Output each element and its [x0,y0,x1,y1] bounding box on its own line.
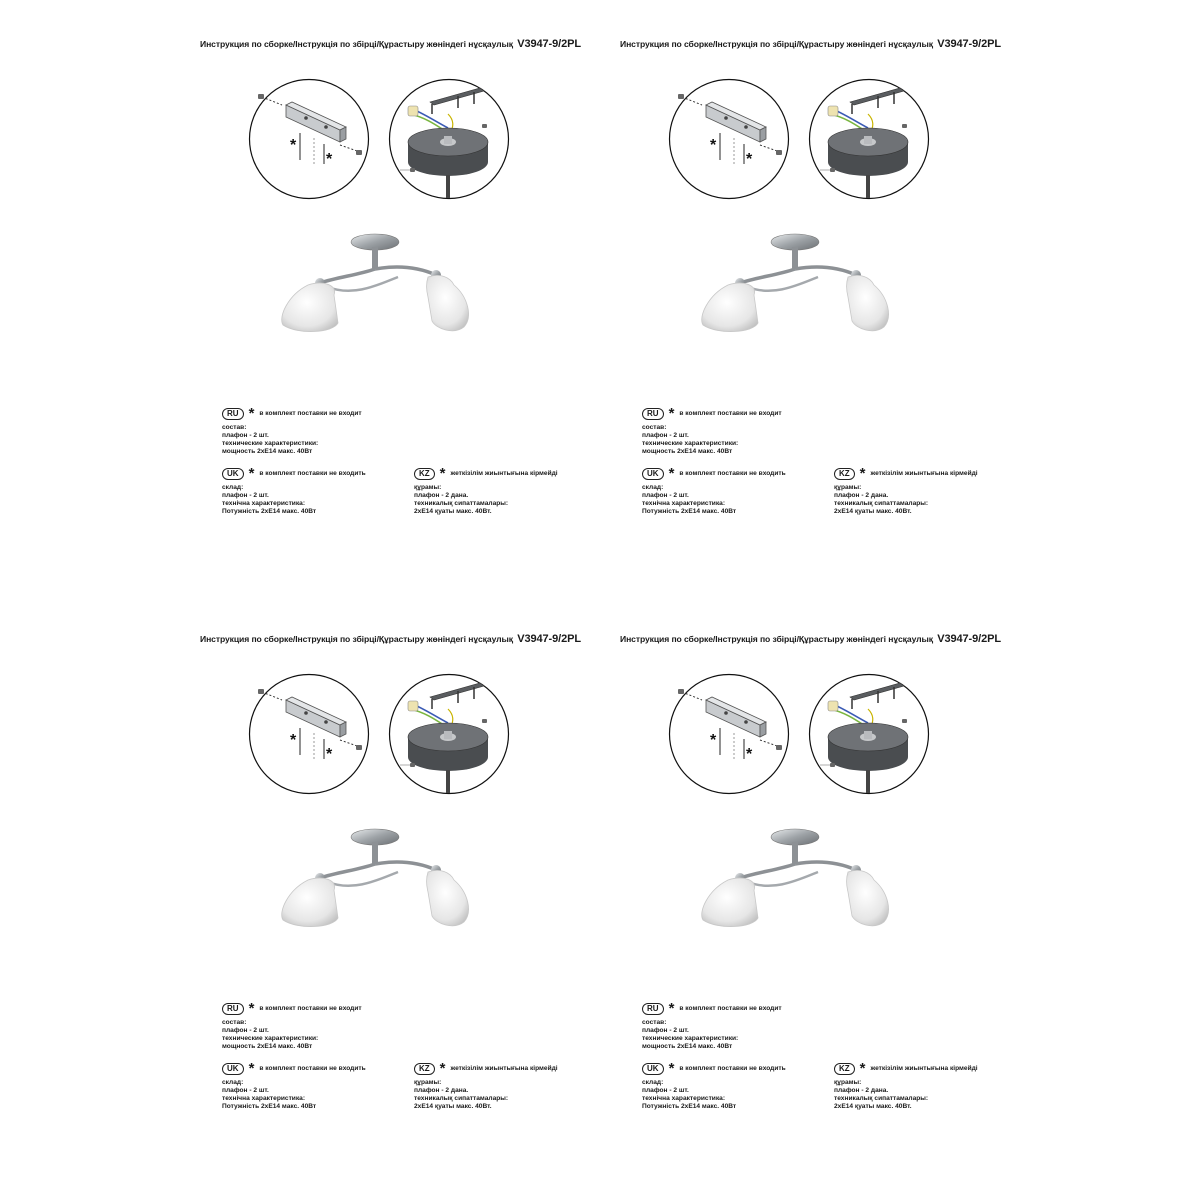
uk-note: в комплект поставки не входить [679,1065,786,1072]
kz-line: техникалық сипаттамалары: [834,500,929,507]
asterisk-icon: * [668,465,675,482]
svg-text:*: * [290,732,297,749]
kz-note: жеткізілім жиынтығына кірмейді [870,1065,978,1072]
uk-spec-block [222,465,366,516]
uk-line: плафон - 2 шт. [222,492,269,499]
uk-line: технічна характеристика: [222,1095,306,1102]
uk-header [222,465,366,482]
svg-text:*: * [290,137,297,154]
uk-note: в комплект поставки не входить [679,470,786,477]
uk-header [642,465,786,482]
kz-note: жеткізілім жиынтығына кірмейді [450,1065,558,1072]
ru-header [642,405,782,422]
ru-note: в комплект поставки не входит [679,1005,782,1012]
kz-language-badge: KZ [834,468,855,480]
ru-spec-block [222,1000,362,1051]
ru-line: мощность 2хЕ14 макс. 40Вт [642,448,733,455]
kz-note: жеткізілім жиынтығына кірмейді [870,470,978,477]
ru-line: технические характеристики: [642,1035,739,1042]
ru-line: состав: [642,424,667,431]
chandelier-photo [688,225,903,340]
kz-language-badge: KZ [414,1063,435,1075]
model-number: V3947-9/2PL [937,633,1001,645]
asterisk-icon: * [668,405,675,422]
uk-line: склад: [222,484,244,491]
uk-line: плафон - 2 шт. [222,1087,269,1094]
kz-line: плафон - 2 дана. [414,492,469,499]
uk-header [222,1060,366,1077]
kz-note: жеткізілім жиынтығына кірмейді [450,470,558,477]
uk-note: в комплект поставки не входить [259,1065,366,1072]
ru-spec-block [222,405,362,456]
uk-note: в комплект поставки не входить [259,470,366,477]
ceiling-canopy-wiring-icon [808,673,930,795]
ceiling-canopy-wiring-icon [808,78,930,200]
asterisk-icon: * [668,1060,675,1077]
asterisk-icon: * [248,1000,255,1017]
uk-line: склад: [642,484,664,491]
kz-line: құрамы: [414,1079,442,1086]
kz-spec-block [834,1060,978,1111]
ru-language-badge: RU [222,408,244,420]
asterisk-icon: * [439,465,446,482]
ru-line: плафон - 2 шт. [642,432,689,439]
ru-note: в комплект поставки не входит [259,1005,362,1012]
ru-language-badge: RU [222,1003,244,1015]
ru-header [642,1000,782,1017]
asterisk-icon: * [248,405,255,422]
kz-spec-block [834,465,978,516]
ru-line: плафон - 2 шт. [642,1027,689,1034]
uk-line: технічна характеристика: [642,500,726,507]
svg-text:*: * [326,151,333,168]
title-text: Инструкция по сборке/Інструкція по збірці/Құрастыру жөніндегі нұсқаулық [200,39,513,49]
ru-line: плафон - 2 шт. [222,1027,269,1034]
instruction-title [620,633,1020,645]
kz-line: 2хЕ14 қуаты макс. 40Вт. [414,508,492,515]
ru-header [222,405,362,422]
kz-language-badge: KZ [834,1063,855,1075]
ru-line: технические характеристики: [222,1035,319,1042]
uk-line: Потужність 2хЕ14 макс. 40Вт [222,508,317,515]
kz-header [834,465,978,482]
uk-language-badge: UK [642,468,664,480]
uk-line: плафон - 2 шт. [642,492,689,499]
svg-text:*: * [710,137,717,154]
kz-language-badge: KZ [414,468,435,480]
ru-line: мощность 2хЕ14 макс. 40Вт [222,1043,313,1050]
uk-line: Потужність 2хЕ14 макс. 40Вт [642,1103,737,1110]
mounting-bracket-icon [248,673,370,795]
uk-language-badge: UK [222,468,244,480]
uk-line: технічна характеристика: [642,1095,726,1102]
kz-line: құрамы: [834,484,862,491]
ru-spec-block [642,405,782,456]
mounting-bracket-icon [668,78,790,200]
ru-spec-block [642,1000,782,1051]
title-text: Инструкция по сборке/Інструкція по збірці/Құрастыру жөніндегі нұсқаулық [620,634,933,644]
uk-line: Потужність 2хЕ14 макс. 40Вт [642,508,737,515]
ru-note: в комплект поставки не входит [679,410,782,417]
ru-line: мощность 2хЕ14 макс. 40Вт [642,1043,733,1050]
uk-line: плафон - 2 шт. [642,1087,689,1094]
svg-text:*: * [746,151,753,168]
kz-line: техникалық сипаттамалары: [834,1095,929,1102]
uk-line: Потужність 2хЕ14 макс. 40Вт [222,1103,317,1110]
uk-spec-block [642,465,786,516]
model-number: V3947-9/2PL [517,38,581,50]
kz-line: құрамы: [414,484,442,491]
title-text: Инструкция по сборке/Інструкція по збірці/Құрастыру жөніндегі нұсқаулық [200,634,513,644]
kz-line: 2хЕ14 қуаты макс. 40Вт. [834,1103,912,1110]
asterisk-icon: * [248,1060,255,1077]
kz-line: плафон - 2 дана. [834,1087,889,1094]
kz-line: плафон - 2 дана. [834,492,889,499]
asterisk-icon: * [439,1060,446,1077]
uk-line: технічна характеристика: [222,500,306,507]
ru-line: состав: [642,1019,667,1026]
ru-line: технические характеристики: [642,440,739,447]
kz-line: техникалық сипаттамалары: [414,1095,509,1102]
kz-line: 2хЕ14 қуаты макс. 40Вт. [414,1103,492,1110]
kz-header [834,1060,978,1077]
asterisk-icon: * [859,465,866,482]
mounting-bracket-icon [668,673,790,795]
uk-language-badge: UK [222,1063,244,1075]
uk-language-badge: UK [642,1063,664,1075]
ru-line: технические характеристики: [222,440,319,447]
uk-line: склад: [642,1079,664,1086]
asterisk-icon: * [248,465,255,482]
uk-line: склад: [222,1079,244,1086]
model-number: V3947-9/2PL [937,38,1001,50]
svg-text:*: * [326,746,333,763]
ru-line: состав: [222,424,247,431]
kz-line: құрамы: [834,1079,862,1086]
asterisk-icon: * [668,1000,675,1017]
ru-line: плафон - 2 шт. [222,432,269,439]
ru-header [222,1000,362,1017]
ru-line: состав: [222,1019,247,1026]
model-number: V3947-9/2PL [517,633,581,645]
mounting-bracket-icon [248,78,370,200]
uk-header [642,1060,786,1077]
svg-text:*: * [746,746,753,763]
svg-text:*: * [710,732,717,749]
ru-line: мощность 2хЕ14 макс. 40Вт [222,448,313,455]
title-text: Инструкция по сборке/Інструкція по збірці/Құрастыру жөніндегі нұсқаулық [620,39,933,49]
kz-line: плафон - 2 дана. [414,1087,469,1094]
asterisk-icon: * [859,1060,866,1077]
kz-line: 2хЕ14 қуаты макс. 40Вт. [834,508,912,515]
chandelier-photo [688,820,903,935]
ru-language-badge: RU [642,408,664,420]
uk-spec-block [222,1060,366,1111]
ru-note: в комплект поставки не входит [259,410,362,417]
ru-language-badge: RU [642,1003,664,1015]
uk-spec-block [642,1060,786,1111]
kz-line: техникалық сипаттамалары: [414,500,509,507]
instruction-title [620,38,1020,50]
instruction-sheet-br [420,595,1020,1195]
instruction-sheet-tr [420,0,1020,600]
